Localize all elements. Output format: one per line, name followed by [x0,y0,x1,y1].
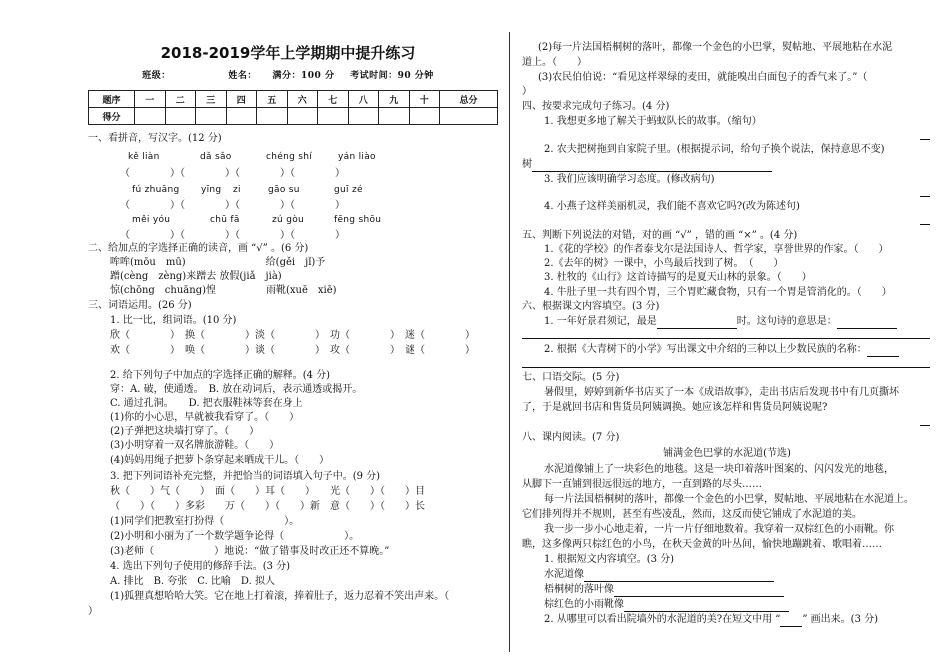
judge-item[interactable]: 2.《去年的树》一课中，小鸟最后找到了树。 （ ） [544,258,784,269]
question-text: 4. 选出下列句子使用的修辞手法。(3 分) [110,561,291,572]
score-cell: 七 [318,91,349,108]
passage-heading: 铺满金色巴掌的水泥道(节选) [663,448,791,459]
section-5-title: 五、判断下列说法的对错，对的画 “√” ，错的画 “×” 。(4 分) [522,230,798,241]
score-cell: 三 [196,91,227,108]
section-2-line[interactable]: 蹭(cèng zèng)来蹭去 放假(jiǎ jià) [110,271,282,282]
passage-text: 它们排列得并不规则，甚至有些凌乱，然而，这反而使它铺成了水泥道的美。 [522,509,862,520]
fill-blank-text: 1. 一年好景君须记，最是 [544,316,657,327]
word-compare-row[interactable]: 欢（ ） 唤（ ）谈（ ） 攻（ ） 谜（ ） [110,345,475,356]
question-item: 4. 小燕子这样美丽机灵，我们能不喜欢它吗?(改为陈述句) [544,201,800,212]
answer-line[interactable] [624,601,789,612]
idiom-row[interactable]: （ ）（ ）多彩 万（ ）（ ）新 意（ ）（ ）长 [110,501,425,512]
idiom-row[interactable]: 秋（ ）气（ ） 面（ ）耳（ ） 光（ ）（ ）目 [110,486,425,497]
fill-blank-text: 2. 根据《大青树下的小学》写出课文中介绍的三种以上少数民族的名称： [544,344,867,355]
answer-line[interactable] [867,346,899,357]
question-item[interactable]: (1)同学们把教室打扮得（ ）。 [110,516,300,527]
question-text: 1. 根据短文内容填空。(3 分) [544,554,675,565]
answer-line[interactable] [920,196,930,197]
answer-line[interactable] [522,338,930,339]
section-1-title: 一、看拼音，写汉字。(12 分) [88,133,222,144]
pinyin: gāo su [268,185,300,195]
paragraph: 了，于是就回书店和售货员阿姨调换。她应该怎样和售货员阿姨说呢? [522,402,828,413]
pinyin: fēng shōu [334,215,382,225]
answer-parens[interactable]: （ ）（ ）（ ）（ ） [120,168,345,179]
fill-blank-item [544,342,899,357]
answer-line[interactable] [522,367,930,368]
fill-blank-item [544,597,789,612]
definition-options: 穿：A. 破，使通透。 B. 放在动词后，表示通透或揭开。 [110,384,363,395]
pinyin: fú zhuāng [132,185,180,195]
question-item[interactable]: 道上。（ ） [522,57,587,68]
answer-line[interactable] [837,318,897,329]
score-cell: 题序 [89,91,135,108]
answer-line[interactable] [657,318,737,329]
pinyin: zi [233,185,241,195]
fill-blank-item [544,567,774,582]
question-item: 3. 我们应该明确学习态度。(修改病句) [544,174,715,185]
pinyin: zú gòu [272,215,305,225]
question-item[interactable]: (2)每一片法国梧桐树的落叶，都像一个金色的小巴掌，熨帖地、平展地粘在水泥 [538,42,893,53]
section-7-title: 七、口语交际。(5 分) [522,372,620,383]
answer-prefix: 树 [522,159,532,170]
passage-text: 瞧，这多像两只棕红色的小鸟，在秋天金黄的叶丛间，愉快地蹦跳着、歌唱着…… [522,539,882,550]
question-item-end[interactable]: ） [88,606,98,617]
name-label: 姓名： [228,71,257,81]
full-score: 满分：100 分 [272,71,335,81]
pinyin: chéng shí [266,152,313,162]
answer-line[interactable] [614,586,784,597]
answer-line[interactable] [920,224,930,225]
fill-blank-text: 时。这句诗的意思是： [736,316,837,327]
question-item: 2. 农夫把树拖到自家院子里。(根据提示词，给句子换个说法，保持意思不变) [544,144,885,155]
fill-blank-item [544,582,784,597]
pinyin: měi yóu [132,215,171,225]
exam-time: 考试时间：90 分钟 [350,71,434,81]
passage-text: 从脚下一直铺到很远很远的地方，一直到路的尽头…… [522,479,762,490]
score-cell: 总分 [440,91,498,108]
score-cell: 九 [379,91,410,108]
section-2-line[interactable]: 哞哞(mōu mū) 给(gěi jǐ)予 [110,257,326,268]
judge-item[interactable]: 3. 杜牧的《山行》这首诗描写的是夏天山林的景象。（ ） [544,272,812,283]
answer-line[interactable] [920,425,930,426]
section-3-title: 三、词语运用。(26 分) [88,300,192,311]
underline-sample [780,616,802,627]
word-compare-row[interactable]: 欣（ ） 换（ ）淡（ ） 功（ ） 迷（ ） [110,330,475,341]
score-cell: 六 [287,91,318,108]
column-divider [509,32,510,652]
judge-item[interactable]: 1.《花的学校》的作者泰戈尔是法国诗人、哲学家，享誉世界的作家。（ ） [544,244,889,255]
score-row-label: 得分 [89,108,135,125]
definition-options: C. 通过孔洞。 D. 把衣服鞋袜等套在身上 [110,398,303,409]
score-cell: 五 [257,91,288,108]
question-text [544,612,878,627]
answer-line[interactable] [532,161,772,172]
score-cell: 四 [226,91,257,108]
passage-text: 水泥道像铺上了一块彩色的地毯。这是一块印着落叶图案的、闪闪发光的地毯， [544,464,894,475]
section-4-title: 四、按要求完成句子练习。(4 分) [522,101,670,112]
score-cell: 一 [135,91,166,108]
page-title: 2018-2019学年上学期期中提升练习 [160,44,416,62]
score-cell: 二 [165,91,196,108]
score-cell: 十 [409,91,440,108]
answer-line[interactable] [920,139,930,140]
passage-text: 我一步一步小心地走着，一片一片仔细地数着。我穿着一双棕红色的小雨靴。你 [544,524,894,535]
question-item[interactable]: (2)子弹把这块墙打穿了。（ ） [110,426,260,437]
question-item[interactable]: (3)小明穿着一双名牌旅游鞋。（ ） [110,440,280,451]
section-2-line[interactable]: 惊(chōng chuāng)惶 雨靴(xuē xiē) [110,285,337,296]
passage-text: 每一片法国梧桐树的落叶，都像一个金色的小巴掌，熨帖地、平展地粘在水泥道上。 [544,494,914,505]
left-column [88,0,498,657]
question-text-part: 2. 从哪里可以看出院墙外的水泥道的美?在短文中用 “ [544,614,781,625]
pinyin: yīng [201,185,222,195]
fill-blank-text: 棕红色的小雨靴像 [544,599,624,610]
paragraph: 暑假里，婷婷到新华书店买了一本《成语故事》，走出书店后发现书中有几页撕坏 [544,387,899,398]
class-label: 班级： [142,71,171,81]
question-item[interactable]: (3)老师（ ）地说：“做了错事及时改正还不算晚。” [110,546,390,557]
fill-blank-text: 梧桐树的落叶像 [544,584,614,595]
pinyin: guī zé [334,185,363,195]
question-item-end[interactable]: ） [522,86,532,97]
question-text-part: ” 画出来。(3 分) [802,614,879,625]
section-8-title: 八、课内阅读。(7 分) [522,432,620,443]
question-item[interactable]: (1)狐狸真想哈哈大笑。它在地上打着滚，捧着肚子，返力忍着不笑出声来。（ [110,591,450,602]
pinyin: dǎ sǎo [200,152,232,162]
rhetoric-options: A. 排比 B. 夸张 C. 比喻 D. 拟人 [110,576,275,587]
answer-parens[interactable]: （ ）（ ）（ ）（ ） [120,230,345,241]
pinyin: chū fā [210,215,240,225]
question-text: 3. 把下列词语补充完整，并把恰当的词语填入句子中。(9 分) [110,471,381,482]
question-item [522,157,772,172]
question-text: 1. 比一比，组词语。(10 分) [110,315,237,326]
question-item: 1. 我想更多地了解关于蚂蚁队长的故事。（缩句） [544,116,762,127]
fill-blank-text: 水泥道像 [544,569,584,580]
pinyin: kě liàn [128,152,160,162]
question-item[interactable]: (3)农民伯伯说：“看见这样翠绿的麦田，就能嗅出白面包子的香气来了。”（ [538,72,868,83]
section-6-title: 六、根据课文内容填空。(3 分) [522,301,660,312]
fill-blank-item [544,314,897,329]
question-item[interactable]: (2)小明和小丽为了一个数学题争论得（ ）。 [110,531,360,542]
pinyin: yán liào [338,152,376,162]
judge-item[interactable]: 4. 牛肚子里一共有四个胃，三个胃贮藏食物，只有一个胃是管消化的。（ ） [544,287,892,298]
answer-line[interactable] [584,571,774,582]
section-2-title: 二、给加点的字选择正确的读音，画 “√” 。(6 分) [88,243,309,254]
answer-parens[interactable]: （ ）（ ）（ ）（ ） [120,200,345,211]
score-cell: 八 [348,91,379,108]
right-column [522,0,932,657]
question-item[interactable]: (4)妈妈用绳子把萝卜条穿起来晒成干儿。（ ） [110,455,330,466]
question-item[interactable]: (1)你的小心思，早就被我看穿了。（ ） [110,412,300,423]
question-text: 2. 给下列句子中加点的字选择正确的解释。(4 分) [110,370,331,381]
